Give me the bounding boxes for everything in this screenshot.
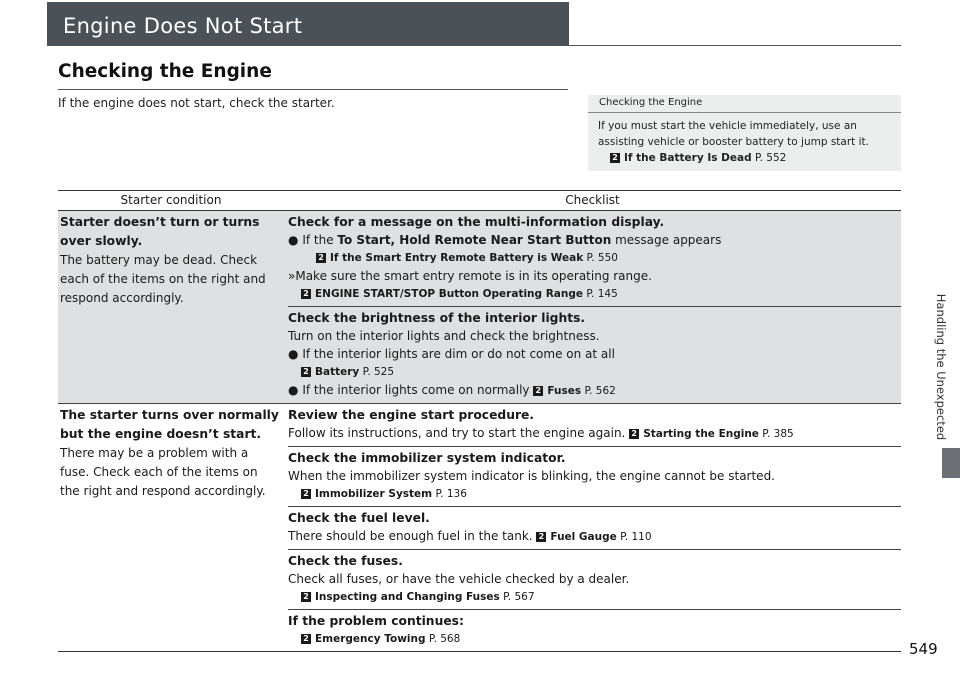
bullet-line [288, 231, 901, 249]
note-text: Make sure the smart entry remote is in its operating range. [295, 269, 652, 283]
starter-condition-cell [60, 211, 280, 308]
check-item [288, 506, 901, 549]
ref-title: Battery [315, 366, 360, 378]
section-rule [58, 89, 568, 90]
bullet-icon: ● [288, 347, 299, 361]
condition-text-line: There may be a problem with a [60, 446, 249, 460]
ref-page: P. 385 [762, 428, 794, 440]
side-note [588, 95, 901, 171]
reference-arrow-icon: 2 [301, 592, 311, 602]
check-text-line [288, 527, 901, 546]
ref-page: P. 562 [584, 385, 616, 397]
cross-reference[interactable] [288, 249, 901, 267]
check-heading: Check the immobilizer system indicator. [288, 451, 566, 465]
condition-title-line: Starter doesn’t turn or turns [60, 215, 260, 229]
checklist-cell [288, 404, 901, 651]
ref-page: P. 136 [435, 488, 467, 500]
bullet-text: message appears [611, 233, 722, 247]
note-arrow-icon: » [288, 269, 296, 283]
reference-arrow-icon: 2 [533, 386, 543, 396]
cross-reference[interactable] [533, 385, 616, 397]
cross-reference[interactable] [288, 285, 901, 303]
note-line-2: assisting vehicle or booster battery to jump start it. [598, 136, 869, 148]
bullet-text: If the interior lights come on normally [302, 383, 530, 397]
check-text: When the immobilizer system indicator is blinking, the engine cannot be started. [288, 469, 775, 483]
intro-text: If the engine does not start, check the starter. [58, 96, 335, 110]
reference-arrow-icon: 2 [301, 367, 311, 377]
ref-page: P. 550 [586, 252, 618, 264]
note-body [598, 118, 894, 166]
side-tab-label [926, 288, 948, 448]
check-heading: Check the fuel level. [288, 511, 430, 525]
check-heading: Check the brightness of the interior lights. [288, 311, 586, 325]
note-line-1: If you must start the vehicle immediately, use an [598, 120, 857, 132]
ref-title: Starting the Engine [643, 428, 759, 440]
check-text: Follow its instructions, and try to start the engine again. [288, 426, 626, 440]
reference-arrow-icon: 2 [629, 429, 639, 439]
ref-page: P. 145 [586, 288, 618, 300]
cross-reference[interactable] [536, 531, 651, 543]
bullet-text: If the [302, 233, 338, 247]
table-row [58, 211, 901, 404]
ref-page: P. 567 [503, 591, 535, 603]
ref-title: Fuel Gauge [550, 531, 617, 543]
condition-title-line: over slowly. [60, 234, 143, 248]
title-rule [569, 45, 901, 46]
condition-text-line: The battery may be dead. Check [60, 253, 258, 267]
ref-page: P. 110 [620, 531, 652, 543]
check-heading: Review the engine start procedure. [288, 408, 535, 422]
cross-reference[interactable] [288, 630, 901, 648]
checklist-cell [288, 211, 901, 403]
bullet-line [288, 345, 901, 363]
ref-title: ENGINE START/STOP Button Operating Range [315, 288, 583, 300]
cross-reference[interactable] [288, 588, 901, 606]
bullet-text: If the interior lights are dim or do not come on at all [302, 347, 615, 361]
check-item [288, 211, 901, 306]
page-number: 549 [909, 640, 938, 658]
side-tab-block [942, 448, 960, 478]
check-heading: Check for a message on the multi-information display. [288, 215, 665, 229]
condition-title-line: but the engine doesn’t start. [60, 427, 262, 441]
cross-reference[interactable] [629, 428, 794, 440]
check-text: There should be enough fuel in the tank. [288, 529, 533, 543]
reference-arrow-icon: 2 [536, 532, 546, 542]
reference-arrow-icon: 2 [301, 289, 311, 299]
note-ref[interactable] [598, 150, 894, 166]
check-text: Check all fuses, or have the vehicle checked by a dealer. [288, 572, 630, 586]
starter-condition-cell [60, 404, 280, 501]
ref-page: P. 525 [362, 366, 395, 378]
reference-arrow-icon: 2 [610, 153, 620, 163]
check-item [288, 446, 901, 506]
bullet-icon: ● [288, 233, 299, 247]
ref-title: Emergency Towing [315, 633, 426, 645]
reference-arrow-icon: 2 [316, 253, 326, 263]
note-title: Checking the Engine [599, 97, 703, 108]
ref-page: P. 568 [428, 633, 461, 645]
check-text: Turn on the interior lights and check the brightness. [288, 329, 600, 343]
col-starter-condition: Starter condition [120, 193, 222, 207]
table-header [58, 190, 901, 211]
check-text-line [288, 424, 901, 443]
condition-text-line: the right and respond accordingly. [60, 484, 266, 498]
condition-title-line: The starter turns over normally [60, 408, 279, 422]
condition-text-line: respond accordingly. [60, 291, 184, 305]
table-row [58, 404, 901, 652]
ref-title: Immobilizer System [315, 488, 433, 500]
condition-text-line: each of the items on the right and [60, 272, 266, 286]
check-item [288, 404, 901, 446]
ref-title: Inspecting and Changing Fuses [315, 591, 500, 603]
reference-arrow-icon: 2 [301, 489, 311, 499]
starter-table [58, 190, 901, 652]
section-title: Checking the Engine [58, 61, 272, 82]
note-ref-title: If the Battery Is Dead [624, 152, 752, 164]
condition-text-line: fuse. Check each of the items on [60, 465, 258, 479]
col-checklist: Checklist [565, 193, 620, 207]
note-ref-page: P. 552 [754, 152, 787, 164]
cross-reference[interactable] [288, 485, 901, 503]
reference-arrow-icon: 2 [301, 634, 311, 644]
check-item [288, 306, 901, 403]
chapter-title-bar [47, 2, 569, 46]
bullet-icon: ● [288, 383, 299, 397]
ref-title: If the Smart Entry Remote Battery is Weak [330, 252, 584, 264]
check-heading: If the problem continues: [288, 614, 464, 628]
note-line [288, 267, 901, 285]
ref-title: Fuses [547, 385, 582, 397]
note-header [588, 95, 901, 113]
message-text: To Start, Hold Remote Near Start Button [337, 233, 612, 247]
check-heading: Check the fuses. [288, 554, 403, 568]
bullet-line [288, 381, 901, 400]
check-item [288, 609, 901, 651]
chapter-title: Engine Does Not Start [63, 14, 303, 38]
check-item [288, 549, 901, 609]
cross-reference[interactable] [288, 363, 901, 381]
side-tab-text: Handling the Unexpected [934, 293, 948, 441]
